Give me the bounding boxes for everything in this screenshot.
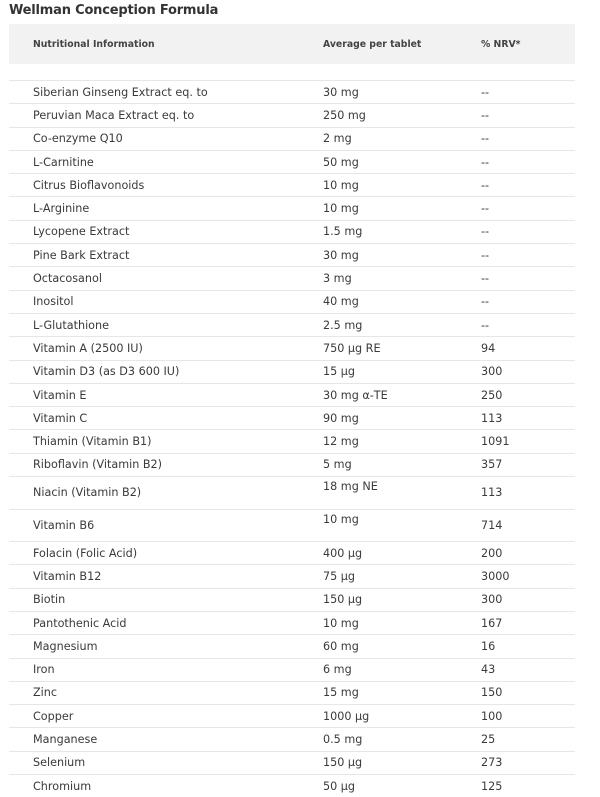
nrv-cell: 113 — [481, 477, 575, 510]
table-row — [9, 360, 575, 383]
nrv-cell: 150 — [481, 681, 575, 704]
nutrient-name-cell: Citrus Bioflavonoids — [9, 174, 323, 197]
amount-cell: 50 mg — [323, 150, 481, 173]
page-title: Wellman Conception Formula — [9, 3, 219, 18]
table-row — [9, 658, 575, 681]
table-row — [9, 244, 575, 267]
table-row — [9, 775, 575, 797]
table-row — [9, 337, 575, 360]
table-row — [9, 407, 575, 430]
nutrient-name-cell: Pine Bark Extract — [9, 244, 323, 267]
nutrient-name-cell: L-Arginine — [9, 197, 323, 220]
table-row — [9, 150, 575, 173]
nutrient-name-cell: Pantothenic Acid — [9, 611, 323, 634]
table-row — [9, 477, 575, 510]
amount-cell: 400 µg — [323, 542, 481, 565]
amount-cell: 2 mg — [323, 127, 481, 150]
nutrient-name-cell: Octacosanol — [9, 267, 323, 290]
nrv-cell: 1091 — [481, 430, 575, 453]
amount-cell: 30 mg — [323, 244, 481, 267]
table-row — [9, 611, 575, 634]
table-row — [9, 509, 575, 542]
nrv-cell: 300 — [481, 588, 575, 611]
amount-cell: 18 mg NE — [323, 477, 481, 510]
nutrient-name-cell: Biotin — [9, 588, 323, 611]
nrv-cell: -- — [481, 81, 575, 104]
nrv-cell: 200 — [481, 542, 575, 565]
amount-cell: 30 mg α-TE — [323, 383, 481, 406]
table-row — [9, 588, 575, 611]
nrv-cell: -- — [481, 104, 575, 127]
amount-cell: 5 mg — [323, 453, 481, 476]
nrv-cell: 167 — [481, 611, 575, 634]
nutrient-name-cell: Inositol — [9, 290, 323, 313]
nrv-cell: -- — [481, 290, 575, 313]
column-header-nutritional-information: Nutritional Information — [9, 24, 323, 64]
header-row — [9, 24, 575, 64]
amount-cell: 40 mg — [323, 290, 481, 313]
table-row — [9, 81, 575, 104]
table-row — [9, 681, 575, 704]
amount-cell: 0.5 mg — [323, 728, 481, 751]
nutrient-name-cell: Chromium — [33, 779, 92, 793]
amount-cell: 1.5 mg — [323, 220, 481, 243]
nutrient-name-cell: L-Glutathione — [9, 313, 323, 336]
nrv-cell: 125 — [481, 779, 503, 793]
nutrient-name-cell: Copper — [9, 705, 323, 728]
nutrient-name-cell: L-Carnitine — [9, 150, 323, 173]
nutrient-name-cell: Magnesium — [9, 635, 323, 658]
nutrient-name-cell: Vitamin A (2500 IU) — [9, 337, 323, 360]
nutrient-name-cell: Thiamin (Vitamin B1) — [9, 430, 323, 453]
nutrition-table — [9, 24, 575, 797]
nrv-cell: -- — [481, 197, 575, 220]
amount-cell: 3 mg — [323, 267, 481, 290]
nutrient-name-cell: Co-enzyme Q10 — [9, 127, 323, 150]
amount-cell: 150 µg — [323, 588, 481, 611]
table-row — [9, 127, 575, 150]
amount-cell: 15 µg — [323, 360, 481, 383]
table-row — [9, 104, 575, 127]
nutrient-name-cell: Vitamin B6 — [9, 509, 323, 542]
amount-cell: 150 µg — [323, 751, 481, 774]
table-header — [9, 24, 575, 64]
nutrient-name-cell: Vitamin E — [9, 383, 323, 406]
amount-cell: 250 mg — [323, 104, 481, 127]
amount-cell: 30 mg — [323, 81, 481, 104]
nrv-cell: 100 — [481, 705, 575, 728]
amount-cell: 10 mg — [323, 611, 481, 634]
amount-cell: 15 mg — [323, 681, 481, 704]
nrv-cell: 357 — [481, 453, 575, 476]
amount-cell: 60 mg — [323, 635, 481, 658]
nrv-cell: -- — [481, 150, 575, 173]
nutrient-name-cell: Folacin (Folic Acid) — [9, 542, 323, 565]
table-row — [9, 542, 575, 565]
nutrient-name-cell: Siberian Ginseng Extract eq. to — [9, 81, 323, 104]
table-row — [9, 313, 575, 336]
nrv-cell: 300 — [481, 360, 575, 383]
nutrient-name-cell: Vitamin B12 — [9, 565, 323, 588]
header-spacer-row — [9, 64, 575, 81]
amount-cell: 12 mg — [323, 430, 481, 453]
amount-cell: 6 mg — [323, 658, 481, 681]
amount-cell: 10 mg — [323, 197, 481, 220]
nrv-cell: -- — [481, 220, 575, 243]
nrv-cell: -- — [481, 313, 575, 336]
nrv-cell: 3000 — [481, 565, 575, 588]
table-row — [9, 290, 575, 313]
column-header-average-per-tablet: Average per tablet — [323, 24, 481, 64]
nrv-cell: 94 — [481, 337, 575, 360]
nrv-cell: -- — [481, 267, 575, 290]
column-header-nrv: % NRV* — [481, 24, 575, 64]
table-row — [9, 728, 575, 751]
nutrient-name-cell: Lycopene Extract — [9, 220, 323, 243]
nrv-cell: 16 — [481, 635, 575, 658]
nrv-cell: 113 — [481, 407, 575, 430]
nutrient-name-cell: Riboflavin (Vitamin B2) — [9, 453, 323, 476]
nutrient-name-cell: Niacin (Vitamin B2) — [9, 477, 323, 510]
table-body — [9, 64, 575, 797]
nutrient-name-cell: Manganese — [9, 728, 323, 751]
table-row — [9, 267, 575, 290]
nrv-cell: -- — [481, 127, 575, 150]
nrv-cell: -- — [481, 244, 575, 267]
amount-cell: 2.5 mg — [323, 313, 481, 336]
table-row — [9, 635, 575, 658]
nrv-cell: 25 — [481, 728, 575, 751]
amount-cell: 10 mg — [323, 174, 481, 197]
table-row — [9, 220, 575, 243]
nrv-cell: 250 — [481, 383, 575, 406]
table-row — [9, 751, 575, 774]
amount-cell: 90 mg — [323, 407, 481, 430]
amount-cell: 750 µg RE — [323, 337, 481, 360]
nutrient-name-cell: Vitamin D3 (as D3 600 IU) — [9, 360, 323, 383]
table-row — [9, 565, 575, 588]
table-row — [9, 430, 575, 453]
table-row — [9, 383, 575, 406]
nrv-cell: 273 — [481, 751, 575, 774]
table-row — [9, 174, 575, 197]
nutrient-name-cell: Zinc — [9, 681, 323, 704]
table-row — [9, 197, 575, 220]
table-row — [9, 705, 575, 728]
amount-cell: 50 µg — [323, 779, 356, 793]
nutrient-name-cell: Selenium — [9, 751, 323, 774]
amount-cell: 10 mg — [323, 509, 481, 542]
amount-cell: 1000 µg — [323, 705, 481, 728]
nutrient-name-cell: Peruvian Maca Extract eq. to — [9, 104, 323, 127]
amount-cell: 75 µg — [323, 565, 481, 588]
nrv-cell: 714 — [481, 509, 575, 542]
table-row — [9, 453, 575, 476]
nrv-cell: 43 — [481, 658, 575, 681]
nutrient-name-cell: Vitamin C — [9, 407, 323, 430]
nutrient-name-cell: Iron — [9, 658, 323, 681]
nrv-cell: -- — [481, 174, 575, 197]
